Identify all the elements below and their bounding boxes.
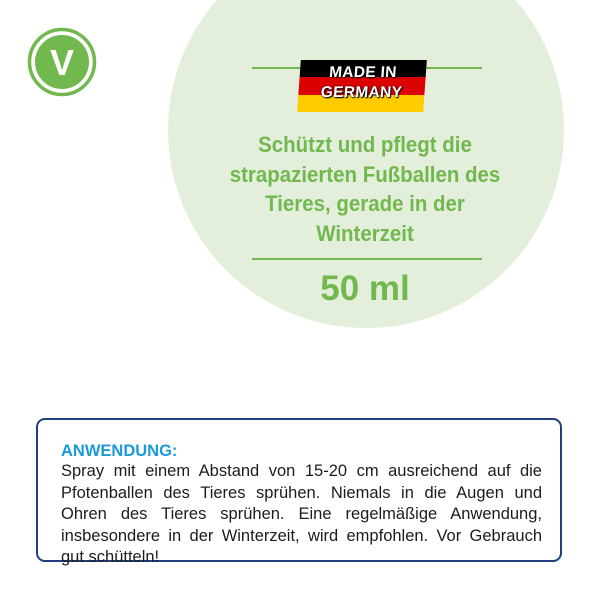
vegan-letter: V xyxy=(49,42,75,83)
divider-line-left xyxy=(252,67,302,69)
made-in-label: MADE IN xyxy=(328,64,398,81)
usage-title: ANWENDUNG: xyxy=(61,442,178,460)
tagline-line: strapazierten Fußballen des xyxy=(229,161,501,187)
product-volume: 50 ml xyxy=(320,269,410,308)
divider-line-right xyxy=(426,67,482,69)
tagline-line: Schützt und pflegt die xyxy=(258,132,472,157)
vegan-icon xyxy=(27,27,97,97)
volume-divider xyxy=(252,258,482,260)
product-tagline xyxy=(212,130,519,248)
usage-instructions-box xyxy=(36,418,562,566)
tagline-line: Winterzeit xyxy=(316,220,414,246)
germany-label: GERMANY xyxy=(320,84,403,101)
tagline-line: Tieres, gerade in der xyxy=(265,191,465,216)
made-in-germany-badge xyxy=(297,60,427,112)
usage-text: Spray mit einem Abstand von 15-20 cm ausreichend auf die Pfotenballen des Tieres sprühen. Niemals in die Augen und Ohren des Tieres sprühen. Eine regelmäßige Anwendung, insbesondere in der Winterzeit, wird empfohlen. Vor Gebrauch gut schütteln! xyxy=(61,462,542,566)
